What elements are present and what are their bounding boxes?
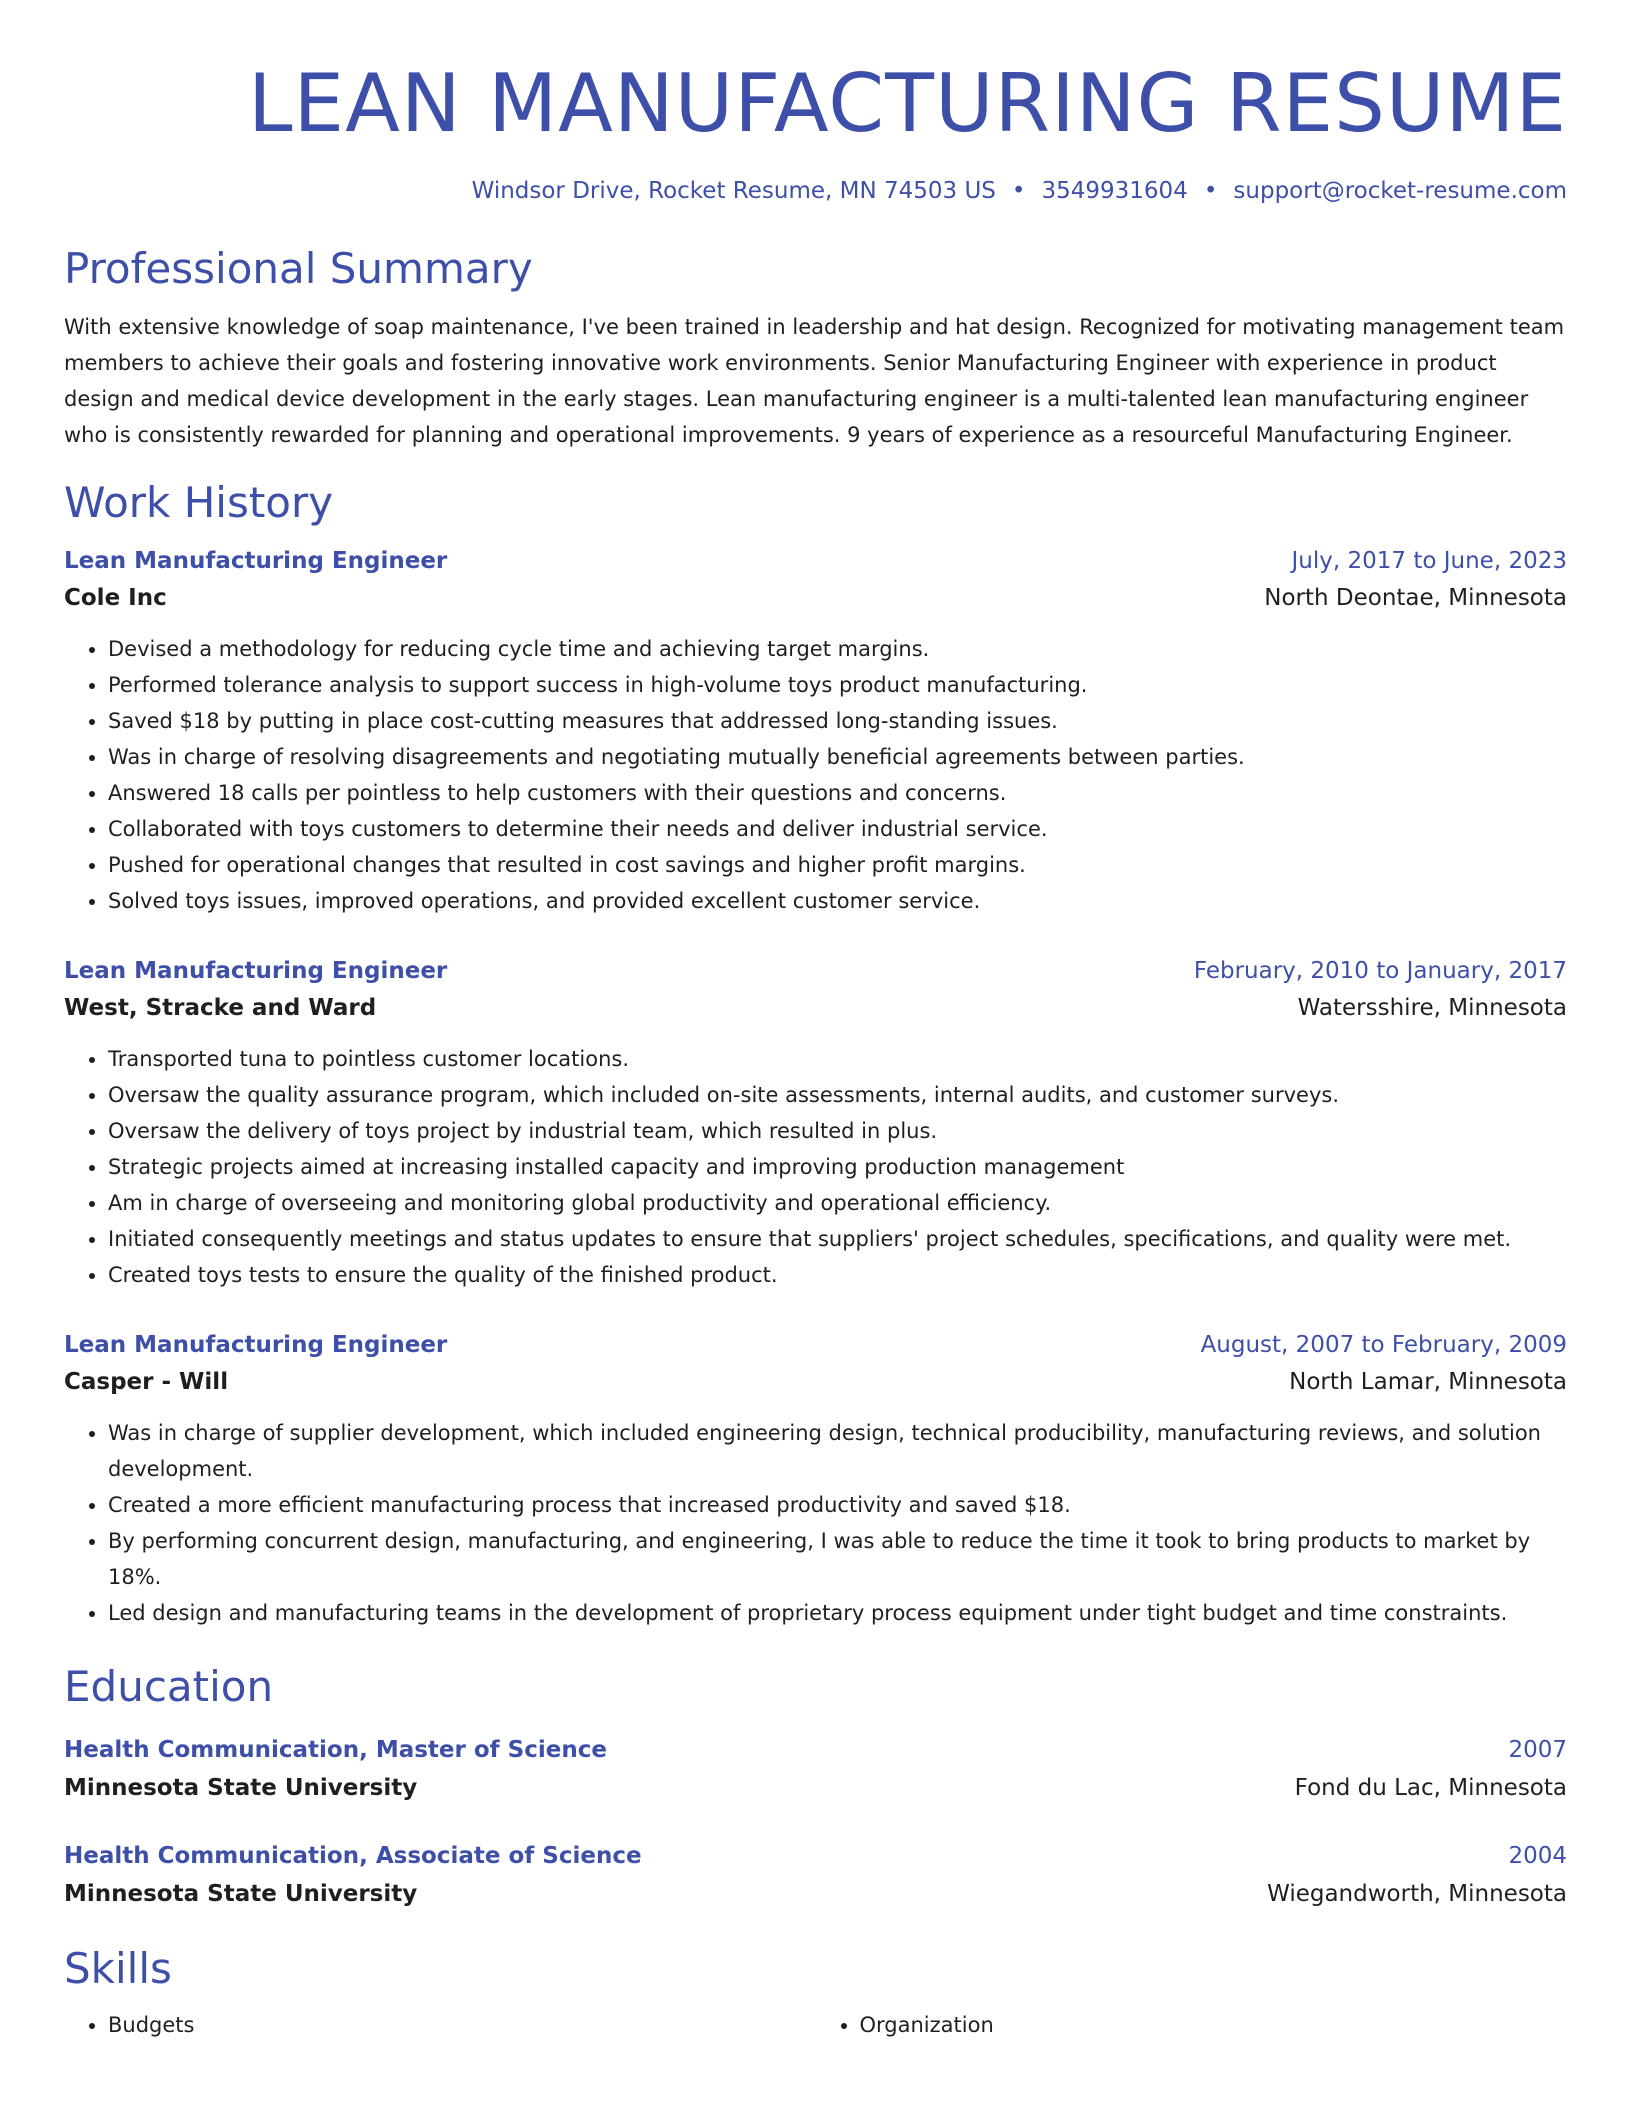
education-entry [64,1837,1567,1913]
education-location: Fond du Lac, Minnesota [1294,1775,1567,1801]
job-bullet: • Am in charge of overseeing and monitoring global productivity and operational efficiency. [108,1185,1567,1221]
education-heading: Education [64,1662,274,1711]
job-bullet: • Performed tolerance analysis to support success in high-volume toys product manufacturing. [108,667,1567,703]
job-role: Lean Manufacturing Engineer [64,1332,448,1358]
job-bullet: • Initiated consequently meetings and status updates to ensure that suppliers' project schedules, specifications, and quality were met. [108,1221,1567,1257]
job-bullet: • Created a more efficient manufacturing process that increased productivity and saved $18. [108,1487,1567,1523]
job-location: Watersshire, Minnesota [1297,995,1567,1021]
job-bullets [64,1415,1567,1631]
skill-item: • Budgets [108,2007,816,2043]
skill-item: • Organization [860,2007,1568,2043]
job-role: Lean Manufacturing Engineer [64,548,448,574]
job-bullet: • Pushed for operational changes that resulted in cost savings and higher profit margins. [108,847,1567,883]
job-bullets [64,631,1567,919]
job-bullet: • Was in charge of resolving disagreements and negotiating mutually beneficial agreements between parties. [108,739,1567,775]
education-degree: Health Communication, Associate of Science [64,1843,642,1869]
work-history-heading: Work History [64,478,334,527]
education-year: 2004 [1508,1843,1567,1869]
resume-page [64,0,1567,2043]
contact-line [64,175,1567,207]
job-entry [64,953,1567,1293]
skills-list [64,2007,1567,2043]
job-location: North Lamar, Minnesota [1289,1369,1567,1395]
job-company: West, Stracke and Ward [64,995,377,1021]
resume-title: LEAN MANUFACTURING RESUME [247,57,1567,150]
contact-phone: 3549931604 [1041,178,1188,204]
skills-column-left [64,2007,816,2043]
job-bullets [64,1041,1567,1293]
job-bullet: • Saved $18 by putting in place cost-cutting measures that addressed long-standing issues. [108,703,1567,739]
work-history-list [64,543,1567,1631]
job-dates: July, 2017 to June, 2023 [1291,548,1567,574]
education-degree: Health Communication, Master of Science [64,1737,607,1763]
contact-email[interactable]: support@rocket-resume.com [1233,178,1567,204]
contact-separator: • [1011,178,1026,204]
job-bullet: • Oversaw the quality assurance program, which included on-site assessments, internal audits, and customer surveys. [108,1077,1567,1113]
job-dates: August, 2007 to February, 2009 [1200,1332,1567,1358]
job-bullet: • Answered 18 calls per pointless to help customers with their questions and concerns. [108,775,1567,811]
job-bullet: • Strategic projects aimed at increasing installed capacity and improving production management [108,1149,1567,1185]
job-bullet: • By performing concurrent design, manufacturing, and engineering, I was able to reduce the time it took to bring products to market by 18%. [108,1523,1567,1595]
education-entry [64,1731,1567,1807]
contact-separator: • [1203,178,1218,204]
job-bullet: • Devised a methodology for reducing cycle time and achieving target margins. [108,631,1567,667]
job-company: Cole Inc [64,585,167,611]
summary-heading: Professional Summary [64,244,533,293]
education-school: Minnesota State University [64,1775,418,1801]
job-company: Casper - Will [64,1369,229,1395]
skills-column-right [816,2007,1568,2043]
job-role: Lean Manufacturing Engineer [64,958,448,984]
education-location: Wiegandworth, Minnesota [1267,1881,1567,1907]
job-entry [64,543,1567,919]
summary-text: With extensive knowledge of soap maintenance, I've been trained in leadership and hat design. Recognized for motivating management team members to achieve their goals and fostering innovative work environments. Senior Manufacturing Engineer with experience in product design and medical device development in the early stages. Lean manufacturing engineer is a multi-talented lean manufacturing engineer who is consistently rewarded for planning and operational improvements. 9 years of experience as a resourceful Manufacturing Engineer. [64,315,1565,447]
skills-heading: Skills [64,1944,172,1993]
education-year: 2007 [1508,1737,1567,1763]
job-bullet: • Was in charge of supplier development, which included engineering design, technical producibility, manufacturing reviews, and solution development. [108,1415,1567,1487]
education-school: Minnesota State University [64,1881,418,1907]
job-bullet: • Collaborated with toys customers to determine their needs and deliver industrial service. [108,811,1567,847]
job-bullet: • Transported tuna to pointless customer locations. [108,1041,1567,1077]
job-bullet: • Oversaw the delivery of toys project by industrial team, which resulted in plus. [108,1113,1567,1149]
job-entry [64,1327,1567,1631]
job-dates: February, 2010 to January, 2017 [1193,958,1567,984]
job-bullet: • Led design and manufacturing teams in the development of proprietary process equipment under tight budget and time constraints. [108,1595,1567,1631]
job-bullet: • Created toys tests to ensure the quality of the finished product. [108,1257,1567,1293]
job-location: North Deontae, Minnesota [1264,585,1567,611]
contact-address: Windsor Drive, Rocket Resume, MN 74503 US [471,178,996,204]
job-bullet: • Solved toys issues, improved operations, and provided excellent customer service. [108,883,1567,919]
